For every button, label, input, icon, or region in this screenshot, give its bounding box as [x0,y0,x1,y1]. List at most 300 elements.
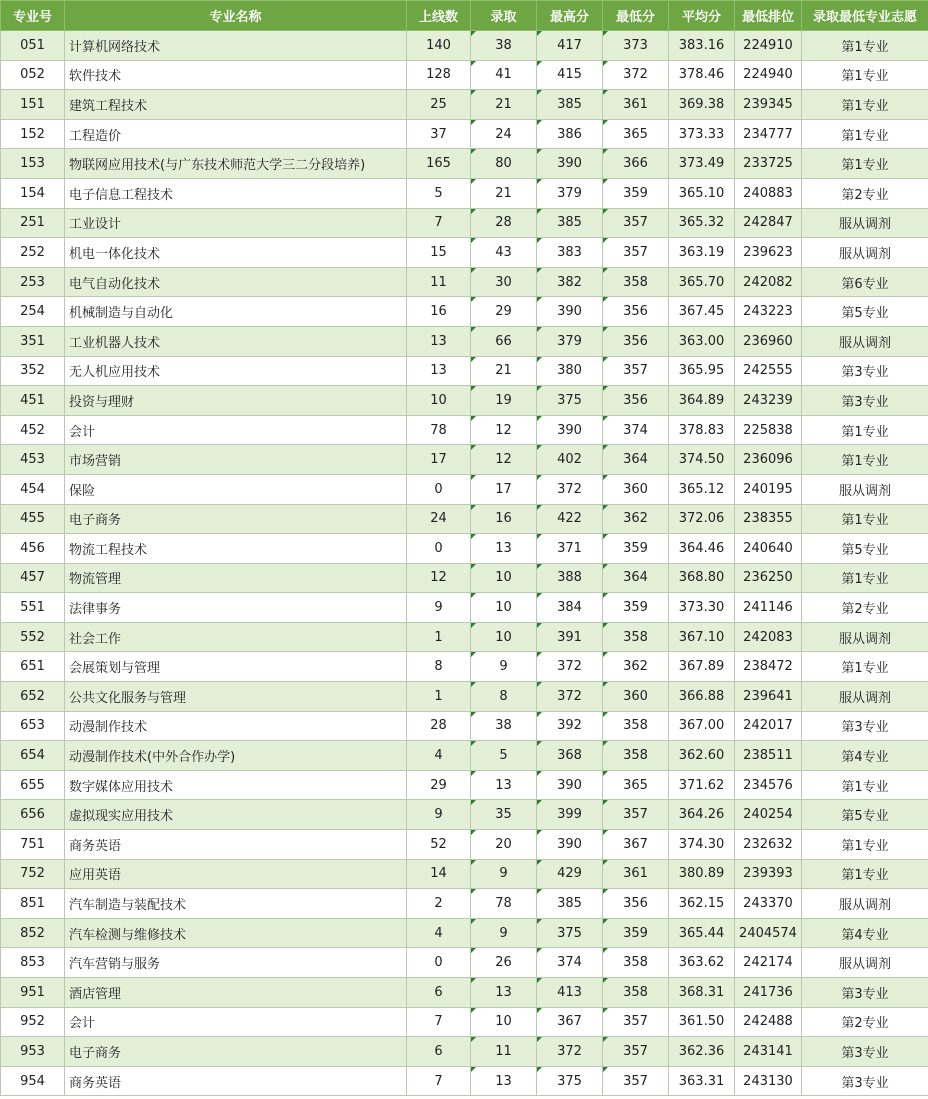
cell-admitted: 9 [471,918,537,948]
cell-name: 动漫制作技术 [65,711,407,741]
cell-min-choice: 第2专业 [802,593,928,623]
cell-avg-score: 371.62 [669,770,735,800]
cell-min-choice: 第1专业 [802,445,928,475]
cell-admitted: 13 [471,770,537,800]
cell-min-choice: 第3专业 [802,356,928,386]
cell-admitted: 12 [471,415,537,445]
cell-min-rank: 242174 [735,948,802,978]
cell-qualified: 52 [407,830,471,860]
cell-admitted: 5 [471,741,537,771]
cell-qualified: 7 [407,1007,471,1037]
table-row [1,770,928,800]
cell-code: 752 [1,859,65,889]
cell-qualified: 5 [407,178,471,208]
cell-min-choice: 第1专业 [802,31,928,61]
cell-max-score: 422 [537,504,603,534]
cell-min-choice: 服从调剂 [802,238,928,268]
cell-code: 751 [1,830,65,860]
table-row [1,978,928,1008]
cell-qualified: 9 [407,593,471,623]
cell-min-choice: 第5专业 [802,534,928,564]
cell-min-score: 373 [603,31,669,61]
cell-admitted: 19 [471,386,537,416]
cell-max-score: 372 [537,1037,603,1067]
cell-max-score: 390 [537,149,603,179]
cell-min-score: 357 [603,238,669,268]
cell-admitted: 21 [471,178,537,208]
cell-avg-score: 373.49 [669,149,735,179]
cell-name: 物联网应用技术(与广东技术师范大学三二分段培养) [65,149,407,179]
cell-qualified: 16 [407,297,471,327]
table-row [1,445,928,475]
cell-avg-score: 365.12 [669,474,735,504]
cell-name: 市场营销 [65,445,407,475]
cell-max-score: 402 [537,445,603,475]
table-row [1,918,928,948]
cell-min-score: 365 [603,770,669,800]
cell-qualified: 165 [407,149,471,179]
cell-name: 汽车检测与维修技术 [65,918,407,948]
cell-max-score: 429 [537,859,603,889]
cell-admitted: 13 [471,1066,537,1096]
cell-min-choice: 服从调剂 [802,474,928,504]
cell-min-choice: 第5专业 [802,800,928,830]
cell-min-score: 360 [603,474,669,504]
cell-code: 452 [1,415,65,445]
cell-max-score: 392 [537,711,603,741]
cell-admitted: 21 [471,90,537,120]
cell-avg-score: 378.46 [669,60,735,90]
cell-max-score: 368 [537,741,603,771]
cell-min-score: 358 [603,622,669,652]
cell-code: 455 [1,504,65,534]
cell-code: 154 [1,178,65,208]
cell-avg-score: 383.16 [669,31,735,61]
cell-min-rank: 236960 [735,326,802,356]
cell-max-score: 413 [537,978,603,1008]
cell-admitted: 11 [471,1037,537,1067]
header-cell-min-rank: 最低排位 [735,1,802,31]
cell-avg-score: 361.50 [669,1007,735,1037]
cell-min-rank: 239393 [735,859,802,889]
cell-admitted: 16 [471,504,537,534]
cell-avg-score: 362.60 [669,741,735,771]
cell-avg-score: 368.31 [669,978,735,1008]
cell-min-choice: 第1专业 [802,415,928,445]
cell-code: 851 [1,889,65,919]
table-row [1,889,928,919]
cell-min-score: 361 [603,90,669,120]
cell-avg-score: 367.10 [669,622,735,652]
cell-max-score: 390 [537,830,603,860]
cell-min-rank: 243370 [735,889,802,919]
header-cell-max-score: 最高分 [537,1,603,31]
cell-avg-score: 364.26 [669,800,735,830]
cell-avg-score: 364.89 [669,386,735,416]
cell-min-choice: 第1专业 [802,60,928,90]
cell-min-score: 364 [603,563,669,593]
cell-qualified: 4 [407,918,471,948]
cell-min-rank: 233725 [735,149,802,179]
cell-name: 汽车制造与装配技术 [65,889,407,919]
cell-qualified: 6 [407,978,471,1008]
cell-name: 物流管理 [65,563,407,593]
cell-name: 建筑工程技术 [65,90,407,120]
cell-max-score: 375 [537,1066,603,1096]
cell-code: 652 [1,682,65,712]
cell-min-choice: 服从调剂 [802,682,928,712]
cell-max-score: 386 [537,119,603,149]
cell-min-score: 356 [603,386,669,416]
table-row [1,1066,928,1096]
cell-code: 451 [1,386,65,416]
cell-name: 电气自动化技术 [65,267,407,297]
cell-min-score: 362 [603,652,669,682]
cell-admitted: 30 [471,267,537,297]
cell-min-rank: 242082 [735,267,802,297]
cell-qualified: 24 [407,504,471,534]
table-row [1,711,928,741]
table-row [1,90,928,120]
cell-min-score: 357 [603,1066,669,1096]
cell-name: 软件技术 [65,60,407,90]
cell-admitted: 21 [471,356,537,386]
table-row [1,119,928,149]
cell-min-score: 366 [603,149,669,179]
cell-avg-score: 373.30 [669,593,735,623]
cell-avg-score: 380.89 [669,859,735,889]
cell-min-rank: 239641 [735,682,802,712]
table-row [1,948,928,978]
cell-code: 651 [1,652,65,682]
header-cell-code: 专业号 [1,1,65,31]
cell-min-choice: 第4专业 [802,741,928,771]
cell-qualified: 25 [407,90,471,120]
cell-min-choice: 第5专业 [802,297,928,327]
cell-qualified: 1 [407,622,471,652]
cell-qualified: 4 [407,741,471,771]
cell-min-score: 359 [603,593,669,623]
cell-min-score: 357 [603,356,669,386]
cell-code: 453 [1,445,65,475]
cell-max-score: 375 [537,918,603,948]
cell-max-score: 390 [537,415,603,445]
cell-min-choice: 第1专业 [802,90,928,120]
cell-avg-score: 363.00 [669,326,735,356]
cell-admitted: 10 [471,593,537,623]
cell-min-choice: 第6专业 [802,267,928,297]
cell-admitted: 80 [471,149,537,179]
cell-admitted: 17 [471,474,537,504]
cell-code: 151 [1,90,65,120]
cell-qualified: 37 [407,119,471,149]
table-row [1,534,928,564]
cell-min-choice: 服从调剂 [802,208,928,238]
cell-qualified: 17 [407,445,471,475]
cell-avg-score: 363.31 [669,1066,735,1096]
cell-name: 公共文化服务与管理 [65,682,407,712]
cell-name: 会展策划与管理 [65,652,407,682]
cell-admitted: 41 [471,60,537,90]
cell-min-score: 359 [603,178,669,208]
cell-min-score: 365 [603,119,669,149]
cell-qualified: 78 [407,415,471,445]
cell-qualified: 0 [407,534,471,564]
header-cell-avg-score: 平均分 [669,1,735,31]
table-body [1,31,928,1096]
cell-code: 051 [1,31,65,61]
cell-avg-score: 365.70 [669,267,735,297]
cell-admitted: 78 [471,889,537,919]
cell-avg-score: 362.15 [669,889,735,919]
cell-max-score: 372 [537,652,603,682]
cell-min-rank: 240883 [735,178,802,208]
cell-name: 商务英语 [65,830,407,860]
table-row [1,504,928,534]
cell-code: 954 [1,1066,65,1096]
cell-qualified: 14 [407,859,471,889]
cell-min-choice: 服从调剂 [802,948,928,978]
cell-min-rank: 236096 [735,445,802,475]
cell-min-rank: 236250 [735,563,802,593]
table-row [1,593,928,623]
cell-code: 352 [1,356,65,386]
cell-min-rank: 242847 [735,208,802,238]
cell-name: 电子信息工程技术 [65,178,407,208]
cell-qualified: 13 [407,356,471,386]
cell-admitted: 10 [471,622,537,652]
table-row [1,859,928,889]
cell-code: 653 [1,711,65,741]
cell-code: 052 [1,60,65,90]
cell-min-choice: 第3专业 [802,711,928,741]
cell-max-score: 372 [537,474,603,504]
cell-avg-score: 373.33 [669,119,735,149]
cell-qualified: 15 [407,238,471,268]
cell-min-rank: 242555 [735,356,802,386]
cell-admitted: 43 [471,238,537,268]
cell-qualified: 10 [407,386,471,416]
cell-min-choice: 第1专业 [802,149,928,179]
cell-code: 953 [1,1037,65,1067]
cell-code: 152 [1,119,65,149]
cell-min-rank: 238472 [735,652,802,682]
cell-code: 251 [1,208,65,238]
table-row [1,386,928,416]
cell-min-rank: 243130 [735,1066,802,1096]
cell-max-score: 382 [537,267,603,297]
cell-min-choice: 第1专业 [802,504,928,534]
cell-min-score: 358 [603,948,669,978]
cell-avg-score: 367.45 [669,297,735,327]
cell-min-rank: 242083 [735,622,802,652]
cell-admitted: 28 [471,208,537,238]
cell-min-rank: 240640 [735,534,802,564]
cell-name: 数字媒体应用技术 [65,770,407,800]
cell-max-score: 417 [537,31,603,61]
header-cell-min-choice: 录取最低专业志愿 [802,1,928,31]
cell-code: 253 [1,267,65,297]
cell-min-rank: 224910 [735,31,802,61]
cell-code: 655 [1,770,65,800]
cell-min-rank: 241146 [735,593,802,623]
cell-name: 工业机器人技术 [65,326,407,356]
cell-avg-score: 365.10 [669,178,735,208]
cell-max-score: 375 [537,386,603,416]
cell-avg-score: 365.32 [669,208,735,238]
cell-min-choice: 服从调剂 [802,622,928,652]
cell-admitted: 9 [471,859,537,889]
cell-min-score: 358 [603,267,669,297]
cell-avg-score: 365.95 [669,356,735,386]
cell-min-choice: 第3专业 [802,978,928,1008]
cell-min-rank: 238355 [735,504,802,534]
cell-avg-score: 372.06 [669,504,735,534]
cell-qualified: 1 [407,682,471,712]
cell-code: 252 [1,238,65,268]
cell-min-rank: 234576 [735,770,802,800]
cell-max-score: 379 [537,326,603,356]
cell-name: 计算机网络技术 [65,31,407,61]
cell-min-choice: 第2专业 [802,1007,928,1037]
cell-qualified: 140 [407,31,471,61]
cell-code: 853 [1,948,65,978]
table-row [1,356,928,386]
cell-min-choice: 第1专业 [802,563,928,593]
table-row [1,652,928,682]
cell-code: 457 [1,563,65,593]
cell-max-score: 391 [537,622,603,652]
cell-avg-score: 366.88 [669,682,735,712]
header-cell-name: 专业名称 [65,1,407,31]
cell-qualified: 13 [407,326,471,356]
cell-admitted: 10 [471,1007,537,1037]
cell-avg-score: 369.38 [669,90,735,120]
cell-min-score: 358 [603,978,669,1008]
cell-min-choice: 第4专业 [802,918,928,948]
cell-code: 654 [1,741,65,771]
cell-min-rank: 240195 [735,474,802,504]
cell-min-choice: 服从调剂 [802,326,928,356]
cell-code: 153 [1,149,65,179]
cell-admitted: 9 [471,652,537,682]
cell-min-rank: 234777 [735,119,802,149]
cell-max-score: 372 [537,682,603,712]
cell-min-score: 361 [603,859,669,889]
cell-min-score: 357 [603,800,669,830]
cell-name: 电子商务 [65,1037,407,1067]
cell-min-score: 356 [603,297,669,327]
cell-qualified: 12 [407,563,471,593]
cell-qualified: 128 [407,60,471,90]
cell-max-score: 399 [537,800,603,830]
cell-name: 投资与理财 [65,386,407,416]
cell-admitted: 20 [471,830,537,860]
cell-min-score: 357 [603,1037,669,1067]
cell-qualified: 8 [407,652,471,682]
cell-code: 951 [1,978,65,1008]
cell-min-choice: 第3专业 [802,1037,928,1067]
cell-avg-score: 368.80 [669,563,735,593]
table-row [1,208,928,238]
cell-qualified: 28 [407,711,471,741]
cell-name: 会计 [65,415,407,445]
header-row [1,1,928,31]
cell-min-rank: 241736 [735,978,802,1008]
table-row [1,178,928,208]
table-row [1,800,928,830]
cell-name: 机械制造与自动化 [65,297,407,327]
table-row [1,741,928,771]
cell-admitted: 10 [471,563,537,593]
cell-admitted: 38 [471,31,537,61]
cell-min-score: 357 [603,1007,669,1037]
cell-avg-score: 367.00 [669,711,735,741]
cell-name: 工程造价 [65,119,407,149]
cell-min-rank: 240254 [735,800,802,830]
cell-name: 保险 [65,474,407,504]
cell-name: 社会工作 [65,622,407,652]
cell-min-rank: 232632 [735,830,802,860]
cell-min-score: 357 [603,208,669,238]
cell-min-score: 359 [603,534,669,564]
cell-max-score: 390 [537,297,603,327]
table-row [1,60,928,90]
cell-avg-score: 363.62 [669,948,735,978]
cell-name: 无人机应用技术 [65,356,407,386]
cell-admitted: 35 [471,800,537,830]
cell-min-rank: 224940 [735,60,802,90]
cell-min-score: 360 [603,682,669,712]
cell-min-choice: 第1专业 [802,830,928,860]
table-row [1,682,928,712]
cell-min-choice: 第1专业 [802,652,928,682]
table-row [1,1037,928,1067]
cell-min-score: 358 [603,741,669,771]
cell-min-choice: 第3专业 [802,1066,928,1096]
cell-avg-score: 362.36 [669,1037,735,1067]
cell-code: 551 [1,593,65,623]
cell-name: 商务英语 [65,1066,407,1096]
cell-name: 会计 [65,1007,407,1037]
cell-min-rank: 243223 [735,297,802,327]
table-row [1,563,928,593]
cell-name: 动漫制作技术(中外合作办学) [65,741,407,771]
header-cell-admitted: 录取 [471,1,537,31]
cell-admitted: 38 [471,711,537,741]
cell-max-score: 385 [537,90,603,120]
cell-min-rank: 238511 [735,741,802,771]
cell-name: 机电一体化技术 [65,238,407,268]
cell-qualified: 11 [407,267,471,297]
table-row [1,297,928,327]
cell-min-choice: 第1专业 [802,119,928,149]
cell-min-score: 367 [603,830,669,860]
cell-min-choice: 服从调剂 [802,889,928,919]
cell-min-rank: 242488 [735,1007,802,1037]
cell-min-score: 362 [603,504,669,534]
cell-min-rank: 239345 [735,90,802,120]
cell-min-choice: 第3专业 [802,386,928,416]
cell-code: 456 [1,534,65,564]
cell-name: 物流工程技术 [65,534,407,564]
cell-max-score: 367 [537,1007,603,1037]
table-row [1,830,928,860]
cell-min-score: 372 [603,60,669,90]
cell-min-score: 356 [603,889,669,919]
cell-min-score: 364 [603,445,669,475]
cell-code: 852 [1,918,65,948]
